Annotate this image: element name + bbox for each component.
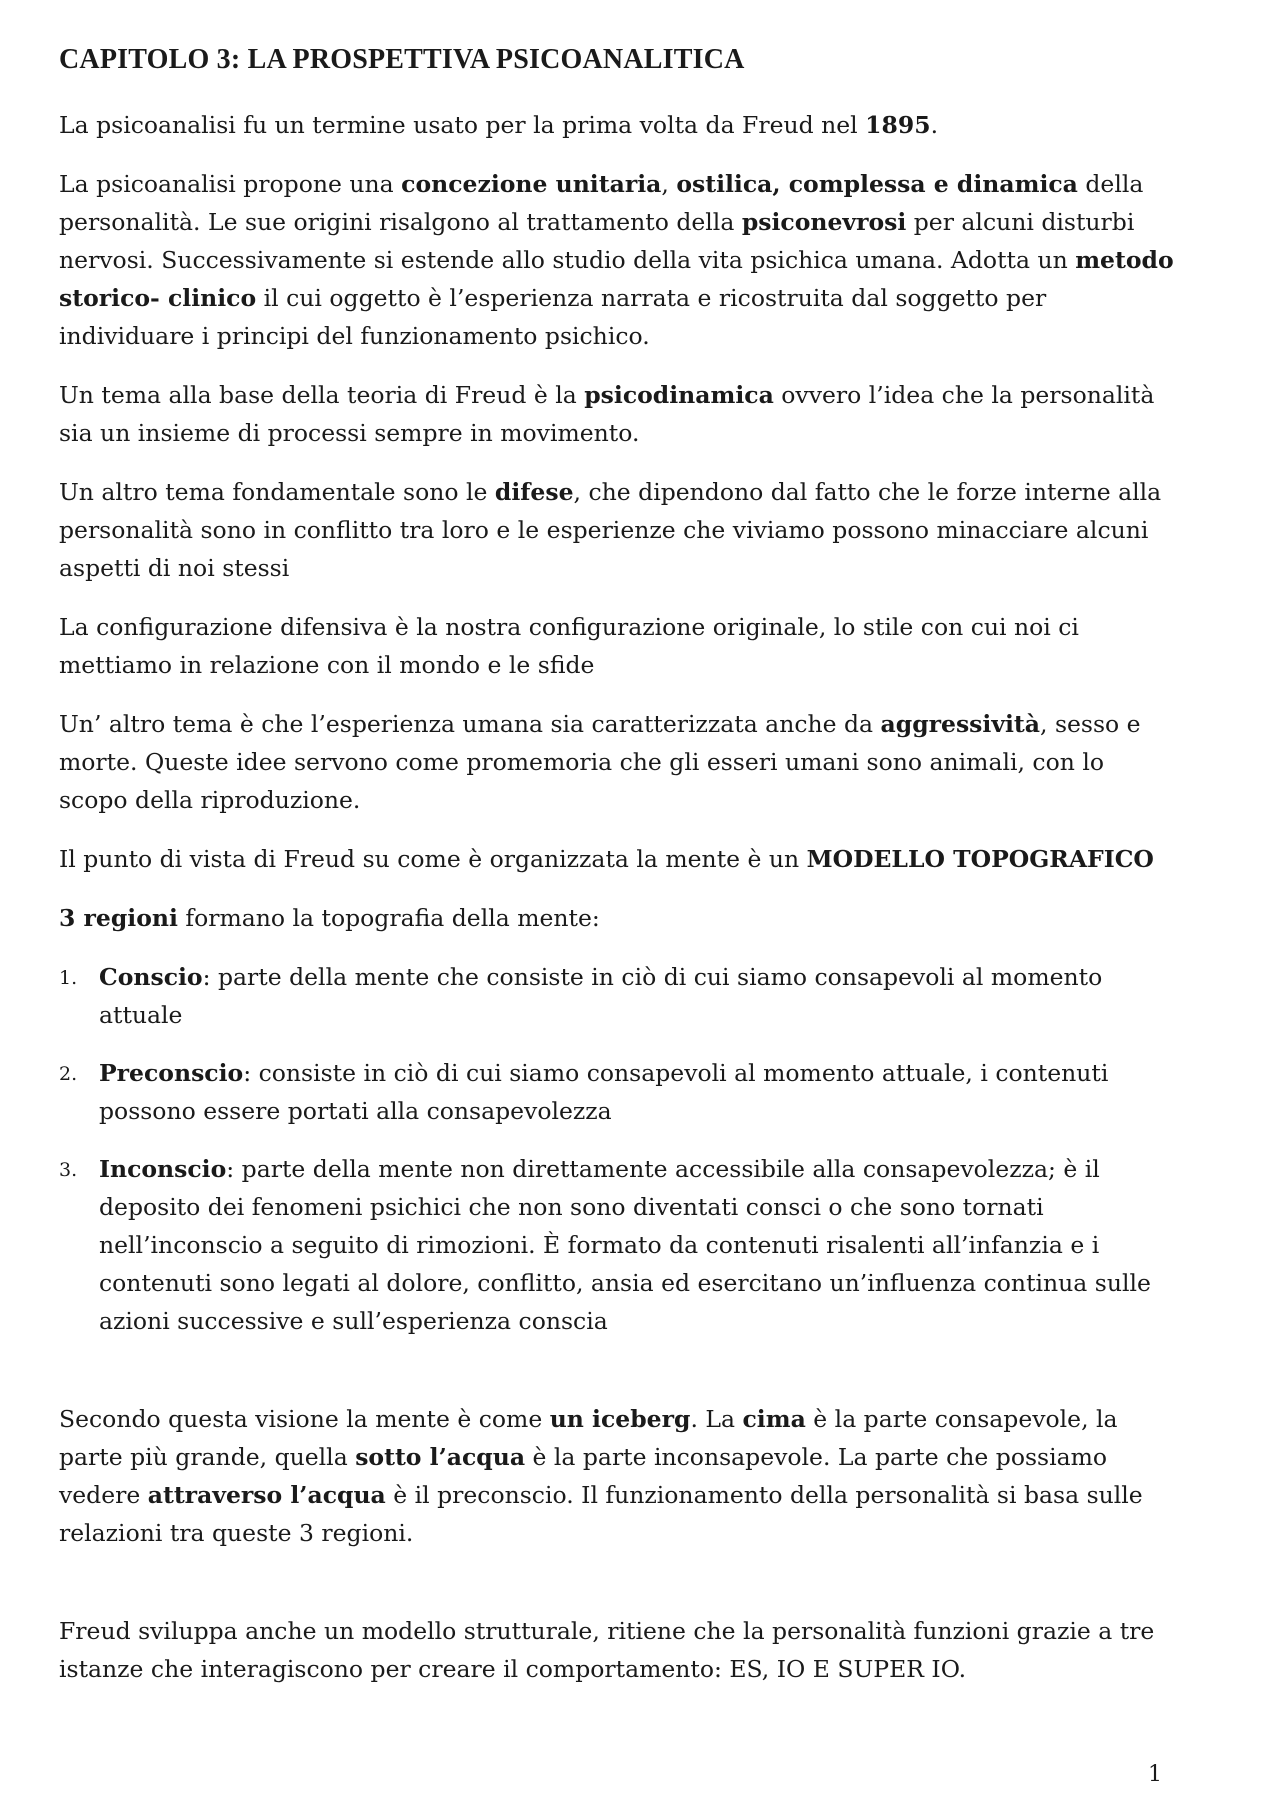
paragraph-concezione: La psicoanalisi propone una concezione unitaria, ostilica, complessa e dinamica della personalità. Le sue origini risalgono al trattamento della psiconevrosi per alcuni disturbi nervosi. Successivamente si estende allo studio della vita psichica umana. Adotta un metodo storico- clinico il cui oggetto è l’esperienza narrata e ricostruita dal soggetto per individuare i principi del funzionamento psichico.: [59, 170, 1174, 350]
list-item: 1. Conscio: parte della mente che consiste in ciò di cui siamo consapevoli al momento attuale: [59, 963, 1103, 1029]
paragraph-configurazione: La configurazione difensiva è la nostra configurazione originale, lo stile con cui noi ci mettiamo in relazione con il mondo e le sfide: [59, 613, 1079, 679]
paragraph-intro: La psicoanalisi fu un termine usato per la prima volta da Freud nel 1895.: [59, 111, 939, 139]
chapter-title: CAPITOLO 3: LA PROSPETTIVA PSICOANALITICA: [59, 44, 745, 75]
paragraph-modello-topografico: Il punto di vista di Freud su come è organizzata la mente è un MODELLO TOPOGRAFICO: [59, 845, 1154, 873]
document-page: [59, 44, 1179, 1709]
list-item: 2. Preconscio: consiste in ciò di cui siamo consapevoli al momento attuale, i contenuti possono essere portati alla consapevolezza: [59, 1059, 1109, 1125]
regions-list: [59, 958, 1179, 1340]
page-number: 1: [1148, 1762, 1162, 1787]
paragraph-modello-strutturale: Freud sviluppa anche un modello strutturale, ritiene che la personalità funzioni grazie a tre istanze che interagiscono per creare il comportamento: ES, IO E SUPER IO.: [59, 1617, 1155, 1683]
list-item: 3. Inconscio: parte della mente non direttamente accessibile alla consapevolezza; è il deposito dei fenomeni psichici che non sono diventati consci o che sono tornati nell’inconscio a seguito di rimozioni. È formato da contenuti risalenti all’infanzia e i contenuti sono legati al dolore, conflitto, ansia ed esercitano un’influenza continua sulle azioni successive e sull’esperienza conscia: [59, 1155, 1151, 1335]
paragraph-psicodinamica: Un tema alla base della teoria di Freud è la psicodinamica ovvero l’idea che la personalità sia un insieme di processi sempre in movimento.: [59, 381, 1155, 447]
paragraph-difese: Un altro tema fondamentale sono le difese, che dipendono dal fatto che le forze interne alla personalità sono in conflitto tra loro e le esperienze che viviamo possono minacciare alcuni aspetti di noi stessi: [59, 478, 1162, 582]
paragraph-aggressivita: Un’ altro tema è che l’esperienza umana sia caratterizzata anche da aggressività, sesso e morte. Queste idee servono come promemoria che gli esseri umani sono animali, con lo scopo della riproduzione.: [59, 710, 1141, 814]
paragraph-regioni: 3 regioni formano la topografia della mente:: [59, 904, 600, 932]
paragraph-iceberg: Secondo questa visione la mente è come un iceberg. La cima è la parte consapevole, la parte più grande, quella sotto l’acqua è la parte inconsapevole. La parte che possiamo vedere attraverso l’acqua è il preconscio. Il funzionamento della personalità si basa sulle relazioni tra queste 3 regioni.: [59, 1405, 1143, 1547]
